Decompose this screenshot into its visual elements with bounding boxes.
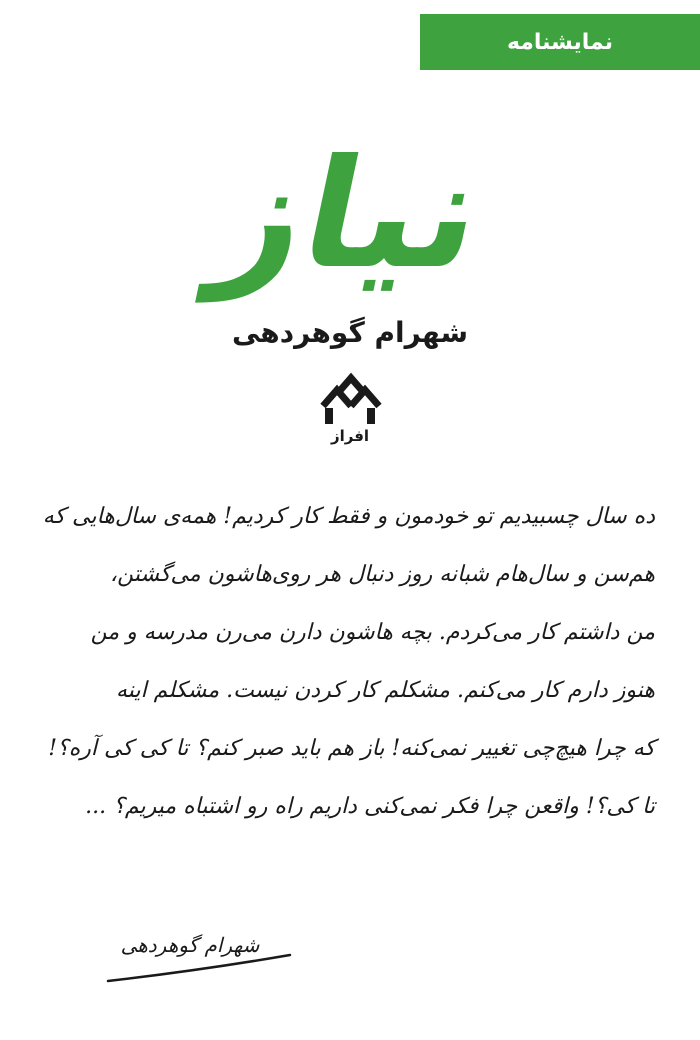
note-line: که چرا هیچ‌چی تغییر نمی‌کنه! باز هم باید صبر کنم؟ تا کی کی آره؟! <box>48 736 655 761</box>
publisher-logo <box>315 372 385 452</box>
note-line: من داشتم کار می‌کردم. بچه هاشون دارن می‌رن مدرسه و من <box>90 620 655 645</box>
signature-text: شهرام گوهردهی <box>120 933 260 957</box>
author-name: شهرام گوهردهی <box>231 315 469 349</box>
note-line: تا کی؟! واقعن چرا فکر نمی‌کنی داریم راه رو اشتباه میریم؟ ... <box>85 794 655 819</box>
genre-banner <box>420 14 700 70</box>
signature-stroke-icon <box>100 945 300 985</box>
genre-label: نمایشنامه <box>506 29 614 55</box>
note-line: هنوز دارم کار می‌کنم. مشکلم کار کردن نیست. مشکلم اینه <box>116 678 655 703</box>
book-title: نیاز <box>201 128 499 302</box>
handwritten-note <box>42 488 655 836</box>
publisher-logo-text: افراز <box>330 427 370 445</box>
note-line: ده سال چسبیدیم تو خودمون و فقط کار کردیم! همه‌ی سال‌هایی که <box>42 504 655 529</box>
note-line: هم‌سن و سال‌هام شبانه روز دنبال هر روی‌هاشون می‌گشتن، <box>109 562 655 587</box>
signature <box>100 925 300 985</box>
publisher-logo-icon <box>315 372 385 428</box>
